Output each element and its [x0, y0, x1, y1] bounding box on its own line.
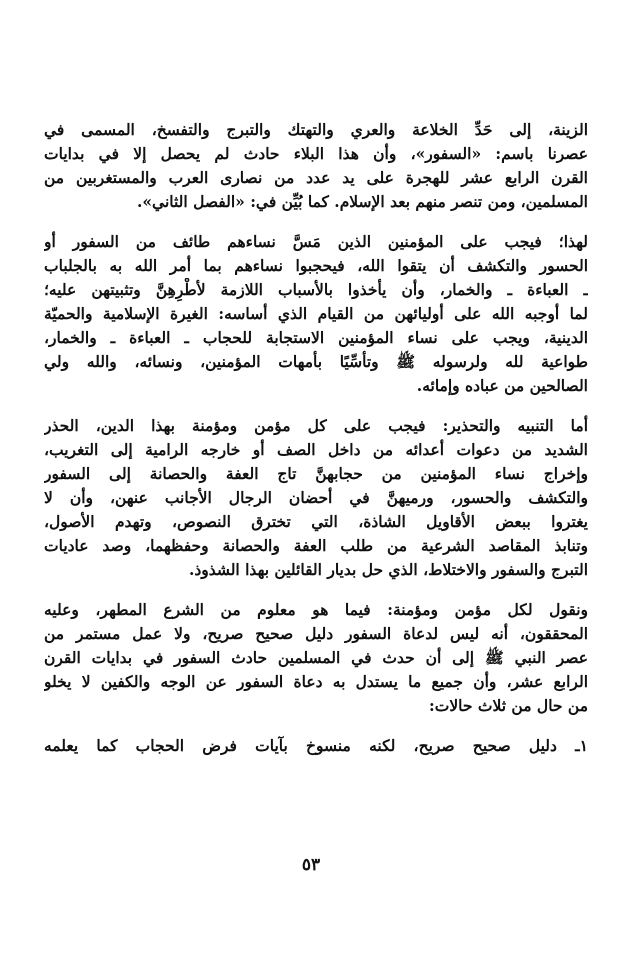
- text-line: ونقول لكل مؤمن ومؤمنة: فيما هو معلوم من الشرع المطهر، وعليه: [44, 600, 588, 619]
- paragraph-4: [44, 598, 588, 718]
- text-line: لهذا؛ فيجب على المؤمنين الذين مَسَّ نساءهم طائف من السفور أو: [44, 232, 588, 251]
- text-line: من حال من ثلاث حالات:: [429, 696, 588, 715]
- paragraph-1: [44, 118, 588, 214]
- text-line: الرابع عشر، وأن جميع ما يستدل به دعاة السفور عن الوجه والكفين لا يخلو: [44, 672, 588, 691]
- text-line: والتكشف والحسور، ورميهنَّ في أحضان الرجال الأجانب عنهن، وأن لا: [44, 488, 588, 507]
- body-text: [44, 118, 588, 758]
- text-line: القرن الرابع عشر للهجرة على يد عدد من نصارى العرب والمستغربين من: [44, 168, 588, 187]
- paragraph-5: [44, 734, 588, 758]
- text-line: المسلمين، ومن تنصر منهم بعد الإسلام. كما بُيِّن في: «الفصل الثاني».: [136, 192, 588, 211]
- text-line: عصر النبي ﷺ إلى أن حدث في المسلمين حادث السفور في بدايات القرن: [44, 648, 588, 667]
- paragraph-gap: [44, 718, 588, 734]
- text-line: التبرج والسفور والاختلاط، الذي حل بديار القائلين بهذا الشذوذ.: [188, 560, 588, 579]
- paragraph-3: [44, 414, 588, 582]
- text-line: الصالحين من عباده وإمائه.: [416, 376, 588, 395]
- text-line: الشديد من دعوات أعدائه من داخل الصف أو خارجه الرامية إلى التغريب،: [44, 440, 588, 459]
- text-line: الزينة، إلى حَدِّ الخلاعة والعري والتهتك والتبرج والتفسخ، المسمى في: [44, 120, 588, 139]
- text-line: الحسور والتكشف أن يتقوا الله، فيحجبوا نساءهم بما أمر الله به بالجلباب: [44, 256, 588, 275]
- text-line: وإخراج نساء المؤمنين من حجابهنَّ تاج العفة والحصانة إلى السفور: [44, 464, 588, 483]
- text-line: ١ـ دليل صحيح صريح، لكنه منسوخ بآيات فرض الحجاب كما يعلمه: [44, 736, 588, 755]
- text-line: وتنابذ المقاصد الشرعية من طلب العفة والحصانة وحفظهما، وصد عاديات: [44, 536, 588, 555]
- text-line: عصرنا باسم: «السفور»، وأن هذا البلاء حادث لم يحصل إلا في بدايات: [44, 144, 588, 163]
- text-line: الدينية، ويجب على نساء المؤمنين الاستجابة للحجاب ـ العباءة ـ والخمار،: [44, 328, 588, 347]
- paragraph-gap: [44, 582, 588, 598]
- page-number: ٥٣: [301, 855, 321, 875]
- text-line: أما التنبيه والتحذير: فيجب على كل مؤمن ومؤمنة بهذا الدين، الحذر: [44, 416, 588, 435]
- paragraph-gap: [44, 214, 588, 230]
- text-line: طواعية لله ولرسوله ﷺ وتأسِّيًا بأمهات المؤمنين، ونسائه، والله ولي: [44, 352, 588, 371]
- text-line: يغتروا ببعض الأقاويل الشاذة، التي تخترق النصوص، وتهدم الأصول،: [44, 512, 588, 531]
- paragraph-gap: [44, 398, 588, 414]
- paragraph-2: [44, 230, 588, 398]
- text-line: لما أوجبه الله على أوليائهن من القيام الذي أساسه: الغيرة الإسلامية والحميّة: [44, 304, 588, 323]
- text-line: ـ العباءة ـ والخمار، وأن يأخذوا بالأسباب اللازمة لأطْرِهِنَّ وتثبيتهن عليه؛: [44, 280, 588, 299]
- text-line: المحققون، أنه ليس لدعاة السفور دليل صحيح صريح، ولا عمل مستمر من: [44, 624, 588, 643]
